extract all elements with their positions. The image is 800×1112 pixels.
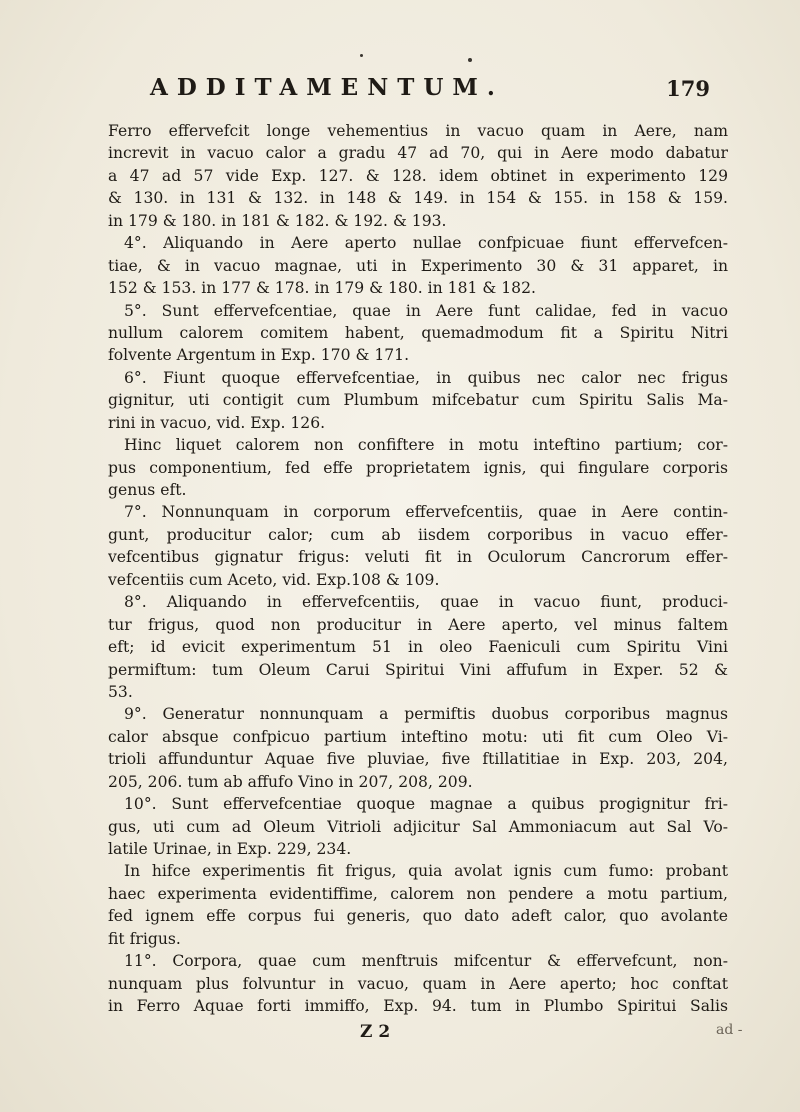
text-line: calor absque confpicuo partium inteftino motu: uti fit cum Oleo Vi-: [108, 727, 728, 746]
text-line: Hinc liquet calorem non confiftere in motu inteftino partium; cor-: [124, 436, 728, 455]
signature-mark: Z 2: [360, 1022, 391, 1042]
page-number: 179: [666, 76, 710, 101]
text-line: 8°. Aliquando in effervefcentiis, quae in vacuo fiunt, produci-: [124, 593, 728, 612]
text-line: increvit in vacuo calor a gradu 47 ad 70, qui in Aere modo dabatur: [108, 144, 728, 163]
text-line: in Ferro Aquae forti immiffo, Exp. 94. tum in Plumbo Spiritui Salis: [108, 997, 728, 1016]
running-head: ADDITAMENTUM.: [150, 74, 504, 101]
body-text: [108, 120, 728, 1018]
ink-speck: [360, 54, 363, 57]
text-line: permiftum: tum Oleum Carui Spiritui Vini affufum in Exper. 52 &: [108, 660, 728, 679]
text-line: pus componentium, fed effe proprietatem ignis, qui fingulare corporis: [108, 458, 728, 477]
text-line: 9°. Generatur nonnunquam a permiftis duobus corporibus magnus: [124, 705, 728, 724]
text-line: Ferro effervefcit longe vehementius in vacuo quam in Aere, nam: [108, 122, 728, 140]
text-line: gunt, producitur calor; cum ab iisdem corporibus in vacuo effer-: [108, 525, 728, 544]
text-line: haec experimenta evidentiffime, calorem non pendere a motu partium,: [108, 884, 728, 903]
text-line: genus eft.: [108, 481, 187, 499]
text-line: fit frigus.: [108, 929, 181, 948]
text-line: 152 & 153. in 177 & 178. in 179 & 180. in 181 & 182.: [108, 279, 536, 298]
text-line: nullum calorem comitem habent, quemadmodum fit a Spiritu Nitri: [108, 323, 728, 342]
text-line: a 47 ad 57 vide Exp. 127. & 128. idem obtinet in experimento 129: [108, 166, 728, 185]
text-line: 5°. Sunt effervefcentiae, quae in Aere funt calidae, fed in vacuo: [124, 301, 728, 320]
text-line: In hifce experimentis fit frigus, quia avolat ignis cum fumo: probant: [124, 862, 728, 881]
catchword: ad -: [716, 1022, 743, 1038]
text-line: rini in vacuo, vid. Exp. 126.: [108, 413, 326, 432]
text-line: 10°. Sunt effervefcentiae quoque magnae a quibus progignitur fri-: [124, 795, 728, 814]
text-line: 7°. Nonnunquam in corporum effervefcentiis, quae in Aere contin-: [124, 503, 728, 522]
text-line: 11°. Corpora, quae cum menftruis mifcentur & effervefcunt, non-: [124, 952, 728, 971]
text-line: 4°. Aliquando in Aere aperto nullae confpicuae fiunt effervefcen-: [124, 234, 728, 253]
text-line: in 179 & 180. in 181 & 182. & 192. & 193.: [108, 211, 447, 230]
text-line: fed ignem effe corpus fui generis, quo dato adeft calor, quo avolante: [108, 907, 728, 926]
text-line: & 130. in 131 & 132. in 148 & 149. in 154 & 155. in 158 & 159.: [108, 189, 728, 208]
page-header: [150, 74, 710, 108]
text-line: vefcentibus gignatur frigus: veluti fit in Oculorum Cancrorum effer-: [108, 548, 728, 567]
text-line: folvente Argentum in Exp. 170 & 171.: [108, 346, 410, 365]
text-line: tiae, & in vacuo magnae, uti in Experimento 30 & 31 apparet, in: [108, 256, 728, 275]
text-line: nunquam plus folvuntur in vacuo, quam in Aere aperto; hoc conftat: [108, 974, 728, 993]
text-line: vefcentiis cum Aceto, vid. Exp.108 & 109.: [108, 570, 440, 589]
text-line: trioli affunduntur Aquae five pluviae, five ftillatitiae in Exp. 203, 204,: [108, 750, 728, 769]
text-line: 205, 206. tum ab affufo Vino in 207, 208, 209.: [108, 772, 473, 791]
text-line: 6°. Fiunt quoque effervefcentiae, in quibus nec calor nec frigus: [124, 368, 728, 387]
text-line: latile Urinae, in Exp. 229, 234.: [108, 840, 352, 858]
text-line: tur frigus, quod non producitur in Aere aperto, vel minus faltem: [108, 615, 728, 634]
text-line: 53.: [108, 682, 133, 701]
ink-speck: [468, 58, 472, 62]
text-line: eft; id evicit experimentum 51 in oleo Faeniculi cum Spiritu Vini: [108, 638, 728, 657]
text-line: gus, uti cum ad Oleum Vitrioli adjicitur Sal Ammoniacum aut Sal Vo-: [108, 817, 728, 836]
text-line: gignitur, uti contigit cum Plumbum mifcebatur cum Spiritu Salis Ma-: [108, 391, 728, 410]
